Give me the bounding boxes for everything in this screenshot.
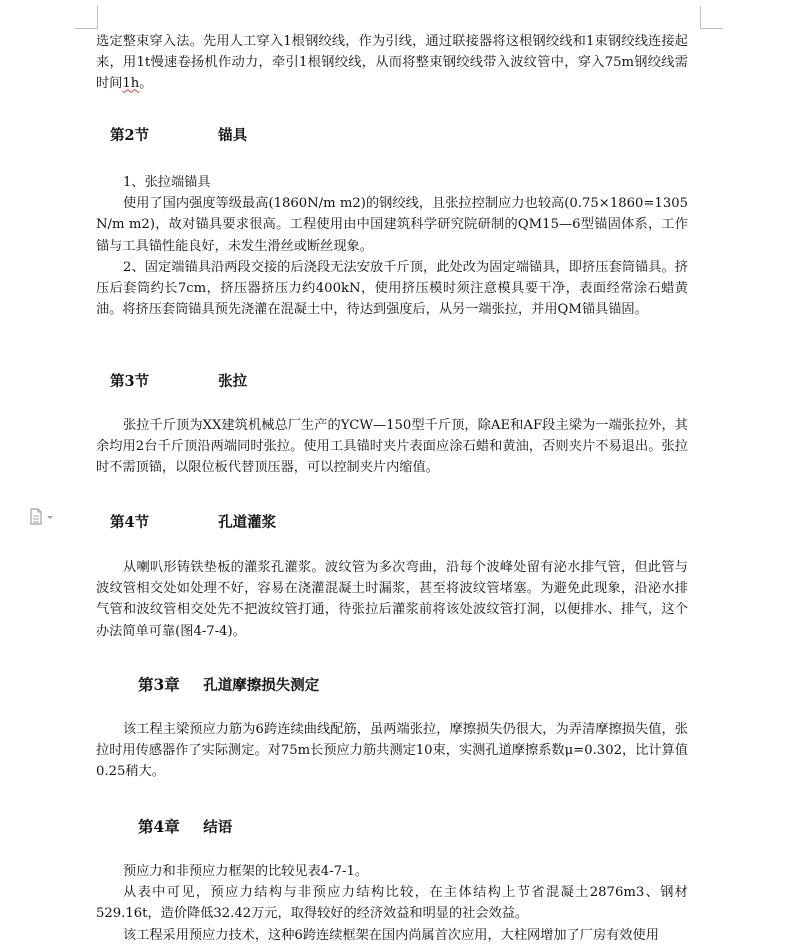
section-3-title: 张拉	[218, 373, 248, 390]
section-2-number: 第2节	[110, 127, 150, 144]
section-3-body	[96, 415, 688, 479]
section-2-paragraph: 1、张拉端锚具	[123, 175, 211, 190]
section-4-body	[96, 557, 688, 642]
chapter-4-number: 第4章	[138, 817, 180, 836]
intro-text-before: 选定整束穿入法。先用人工穿入1根钢绞线，作为引线，通过联接器将这根钢绞线和1束钢绞线连接起来，用1t慢速卷扬机作动力，牵引1根钢绞线，从而将整束钢绞线带入波纹管中，穿入75m钢绞线需时间	[96, 34, 688, 92]
document-options-icon[interactable]	[29, 508, 57, 526]
section-4-title: 孔道灌浆	[218, 514, 277, 531]
chapter-4-paragraph: 该工程采用预应力技术，这种6跨连续框架在国内尚属首次应用，大柱网增加了厂房有效使用	[123, 927, 659, 943]
intro-underlined-text: 1h	[122, 76, 140, 92]
section-3-heading	[110, 370, 247, 391]
section-3-paragraph: 张拉千斤顶为XX建筑机械总厂生产的YCW—150型千斤顶，除AE和AF段主梁为一端张拉外，其余均用2台千斤顶沿两端同时张拉。使用工具锚时夹片表面应涂石蜡和黄油，否则夹片不易退出。张拉时不需顶锚，以限位板代替顶压器，可以控制夹片内缩值。	[96, 418, 688, 476]
chapter-4-title: 结语	[203, 819, 233, 836]
chapter-3-heading	[138, 673, 319, 695]
chapter-3-paragraph: 该工程主梁预应力筋为6跨连续曲线配筋，虽两端张拉，摩擦损失仍很大，为弄清摩擦损失值，张拉时用传感器作了实际测定。对75m长预应力筋共测定10束，实测孔道摩擦系数μ=0.302，比计算值0.25稍大。	[96, 722, 688, 780]
section-4-heading	[110, 511, 276, 532]
chapter-4-paragraph: 预应力和非预应力框架的比较见表4-7-1。	[123, 864, 369, 879]
chapter-4-heading	[138, 815, 232, 837]
section-2-heading	[110, 124, 247, 145]
section-4-number: 第4节	[110, 514, 150, 531]
section-2-paragraph: 使用了国内强度等级最高(1860N/m m2)的钢绞线，且张拉控制应力也较高(0.75×1860=1305 N/m m2)，故对锚具要求很高。工程使用由中国建筑科学研究院研制的QM15—6型锚固体系，工作锚与工具锚性能良好，未发生滑丝或断丝现象。	[96, 196, 688, 254]
chapter-4-body	[96, 861, 688, 945]
page-corner-marker-left	[75, 6, 98, 29]
section-2-body	[96, 172, 688, 320]
section-2-title: 锚具	[218, 127, 248, 144]
chapter-3-number: 第3章	[138, 675, 180, 694]
section-2-paragraph: 2、固定端锚具沿两段交接的后浇段无法安放千斤顶，此处改为固定端锚具，即挤压套筒锚具。挤压后套筒约长7cm，挤压器挤压力约400kN，使用挤压模时须注意模具要干净，表面经常涂石蜡黄油。将挤压套筒锚具预先浇灌在混凝土中，待达到强度后，从另一端张拉，并用QM锚具锚固。	[96, 259, 688, 318]
chapter-4-paragraph: 从表中可见，预应力结构与非预应力结构比较，在主体结构上节省混凝土2876m3、钢材529.16t，造价降低32.42万元，取得较好的经济效益和明显的社会效益。	[96, 885, 688, 922]
page-corner-marker-right	[700, 6, 723, 29]
chapter-3-title: 孔道摩擦损失测定	[203, 677, 320, 694]
chapter-3-body	[96, 719, 688, 783]
section-3-number: 第3节	[110, 373, 150, 390]
section-4-paragraph: 从喇叭形铸铁垫板的灌浆孔灌浆。波纹管为多次弯曲，沿每个波峰处留有泌水排气管，但此管与波纹管相交处如处理不好，容易在浇灌混凝土时漏浆，甚至将波纹管堵塞。为避免此现象，沿泌水排气管和波纹管相交处先不把波纹管打通，待张拉后灌浆前将该处波纹管打洞，以便排水、排气，这个办法简单可靠(图4-7-4)。	[96, 560, 688, 639]
intro-paragraph	[96, 31, 688, 95]
intro-text-after: 。	[139, 76, 153, 92]
